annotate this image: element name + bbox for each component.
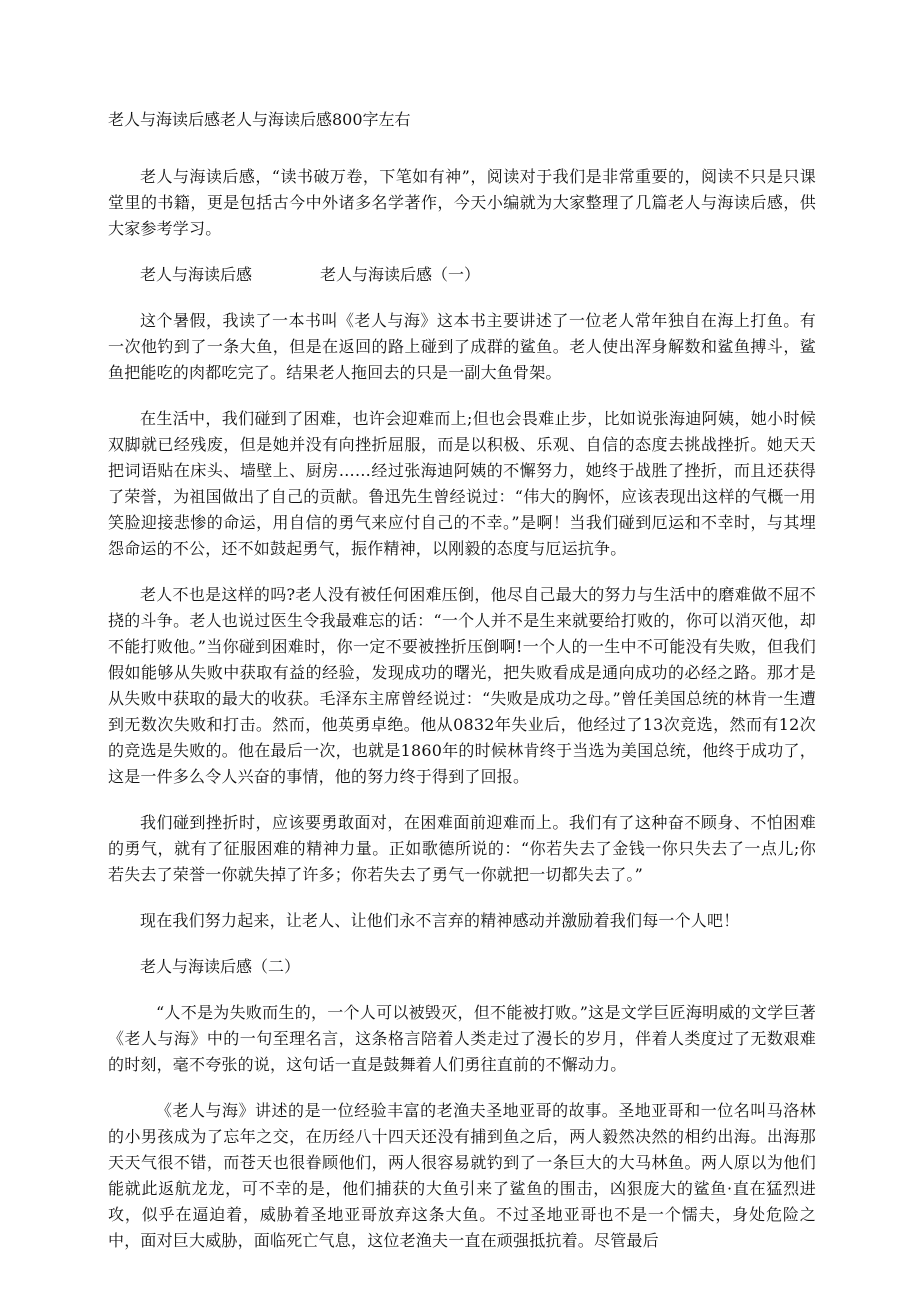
- document-title: 老人与海读后感老人与海读后感800字左右: [108, 110, 411, 129]
- section1-title: 老人与海读后感（一）: [320, 265, 481, 284]
- section2-paragraph: “人不是为失败而生的，一个人可以被毁灭，但不能被打败。”这是文学巨匠海明威的文学巨著《老人与海》中的一句至理名言，这条格言陪着人类走过了漫长的岁月，伴着人类度过了无数艰难的时刻，毫不夸张的说，这句话一直是鼓舞着人们勇往直前的不懈动力。: [108, 1003, 816, 1074]
- section1-paragraph: 这个暑假，我读了一本书叫《老人与海》这本书主要讲述了一位老人常年独自在海上打鱼。有一次他钓到了一条大鱼，但是在返回的路上碰到了成群的鲨鱼。老人使出浑身解数和鲨鱼搏斗，鲨鱼把能吃的肉都吃完了。结果老人拖回去的只是一副大鱼骨架。: [108, 311, 816, 382]
- section1-label: 老人与海读后感: [140, 265, 253, 284]
- section1-paragraph: 现在我们努力起来，让老人、让他们永不言弃的精神感动并激励着我们每一个人吧！: [140, 911, 740, 930]
- intro-paragraph: 老人与海读后感，“读书破万卷，下笔如有神”，阅读对于我们是非常重要的，阅读不只是只课堂里的书籍，更是包括古今中外诸多名学著作，今天小编就为大家整理了几篇老人与海读后感，供大家参考学习。: [108, 167, 816, 238]
- section2-paragraph: 《老人与海》讲述的是一位经验丰富的老渔夫圣地亚哥的故事。圣地亚哥和一位名叫马洛林的小男孩成为了忘年之交，在历经八十四天还没有捕到鱼之后，两人毅然决然的相约出海。出海那天天气很不错，而苍天也很眷顾他们，两人很容易就钓到了一条巨大的大马林鱼。两人原以为他们能就此返航龙龙，可不幸的是，他们捕获的大鱼引来了鲨鱼的围击，凶狠庞大的鲨鱼·直在猛烈进攻，似乎在逼迫着，威胁着圣地亚哥放弃这条大鱼。不过圣地亚哥也不是一个懦夫，身处危险之中，面对巨大威胁，面临死亡气息，这位老渔夫一直在顽强抵抗着。尽管最后: [108, 1101, 816, 1250]
- section1-paragraph: 老人不也是这样的吗?老人没有被任何困难压倒，他尽自己最大的努力与生活中的磨难做不屈不挠的斗争。老人也说过医生令我最难忘的话：“一个人并不是生来就要给打败的，你可以消灭他，却不能打败他。”当你碰到困难时，你一定不要被挫折压倒啊!一个人的一生中不可能没有失败，但我们假如能够从失败中获取有益的经验，发现成功的曙光，把失败看成是通向成功的必经之路。那才是从失败中获取的最大的收获。毛泽东主席曾经说过：“失败是成功之母。”曾任美国总统的林肯一生遭到无数次失败和打击。然而，他英勇卓绝。他从0832年失业后，他经过了13次竞选，然而有12次的竞选是失败的。他在最后一次，也就是1860年的时候林肯终于当选为美国总统，他终于成功了，这是一件多么令人兴奋的事情，他的努力终于得到了回报。: [108, 585, 816, 786]
- section1-paragraph: 我们碰到挫折时，应该要勇敢面对，在困难面前迎难而上。我们有了这种奋不顾身、不怕困难的勇气，就有了征服困难的精神力量。正如歌德所说的：“你若失去了金钱一你只失去了一点儿;你若失去了荣誉一你就失掉了许多；你若失去了勇气一你就把一切都失去了。”: [108, 813, 816, 884]
- section1-paragraph: 在生活中，我们碰到了困难，也许会迎难而上;但也会畏难止步，比如说张海迪阿姨，她小时候双脚就已经残废，但是她并没有向挫折屈服，而是以积极、乐观、自信的态度去挑战挫折。她天天把词语贴在床头、墙壁上、厨房……经过张海迪阿姨的不懈努力，她终于战胜了挫折，而且还获得了荣誉，为祖国做出了自己的贡献。鲁迅先生曾经说过：“伟大的胸怀，应该表现出这样的气概一用笑脸迎接悲惨的命运，用自信的勇气来应付自己的不幸。”是啊！当我们碰到厄运和不幸时，与其埋怨命运的不公，还不如鼓起勇气，振作精神，以刚毅的态度与厄运抗争。: [108, 409, 816, 558]
- section1-heading: [108, 262, 816, 288]
- document-body: [108, 106, 816, 1274]
- section2-heading: 老人与海读后感（二）: [140, 957, 301, 976]
